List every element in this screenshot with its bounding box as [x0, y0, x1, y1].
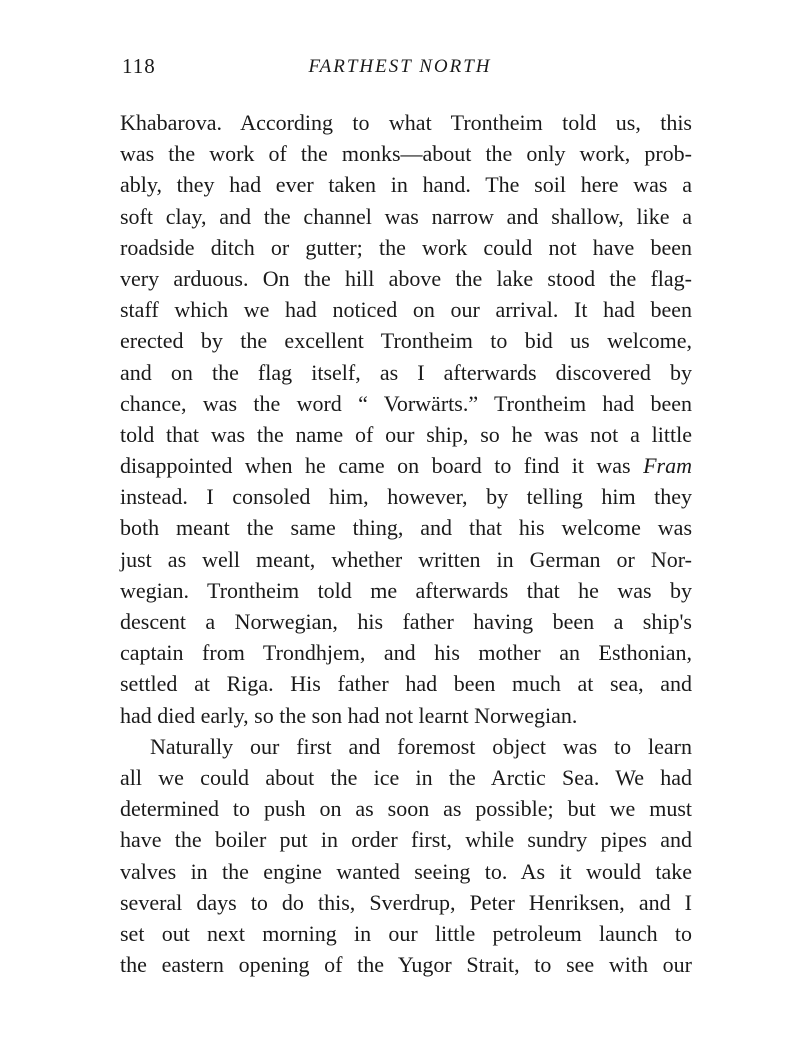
- page-number: 118: [122, 54, 156, 78]
- paragraph-2: [120, 731, 692, 981]
- text-line: told that was the name of our ship, so he was not a little: [120, 421, 692, 447]
- text-line: just as well meant, whether written in German or Nor-: [120, 546, 692, 572]
- text-line: was the work of the monks—about the only work, prob-: [120, 141, 692, 167]
- text-line: roadside ditch or gutter; the work could not have been: [120, 234, 692, 260]
- body-text: [120, 107, 692, 980]
- text-line: descent a Norwegian, his father having been a ship's: [120, 609, 692, 634]
- text-line: settled at Riga. His father had been much at sea, and: [120, 671, 692, 697]
- text-line: Khabarova. According to what Trontheim told us, this: [120, 110, 692, 135]
- text-line: ably, they had ever taken in hand. The soil here was a: [120, 172, 692, 198]
- text-line: set out next morning in our little petroleum launch to: [120, 920, 692, 946]
- running-title: FARTHEST NORTH: [308, 56, 492, 77]
- text-line: very arduous. On the hill above the lake stood the flag-: [120, 265, 692, 291]
- text-segment: disappointed when he came on board to find it was: [120, 453, 631, 479]
- text-line: determined to push on as soon as possible; but we must: [120, 796, 692, 822]
- text-line: have the boiler put in order first, while sundry pipes and: [120, 827, 692, 853]
- text-line: Naturally our first and foremost object was to learn: [150, 733, 692, 759]
- text-line: wegian. Trontheim told me afterwards that he was by: [120, 577, 692, 603]
- text-line: the eastern opening of the Yugor Strait, to see with our: [120, 952, 692, 978]
- text-line-with-italic: [120, 450, 692, 481]
- text-line: and on the flag itself, as I afterwards discovered by: [120, 359, 692, 385]
- paragraph-1: [120, 107, 692, 731]
- text-line: had died early, so the son had not learnt Norwegian.: [120, 702, 578, 728]
- text-line: erected by the excellent Trontheim to bid us welcome,: [120, 328, 692, 354]
- text-line: all we could about the ice in the Arctic Sea. We had: [120, 764, 692, 790]
- text-line: several days to do this, Sverdrup, Peter Henriksen, and I: [120, 889, 692, 915]
- text-line: chance, was the word “ Vorwärts.” Trontheim had been: [120, 390, 692, 416]
- text-line: staff which we had noticed on our arrival. It had been: [120, 297, 692, 323]
- text-line: valves in the engine wanted seeing to. As it would take: [120, 858, 692, 884]
- text-line: soft clay, and the channel was narrow and shallow, like a: [120, 203, 692, 229]
- ship-name-italic: Fram: [643, 453, 692, 479]
- text-line: both meant the same thing, and that his welcome was: [120, 515, 692, 541]
- text-line: captain from Trondhjem, and his mother an Esthonian,: [120, 640, 692, 666]
- text-line: instead. I consoled him, however, by telling him they: [120, 484, 692, 510]
